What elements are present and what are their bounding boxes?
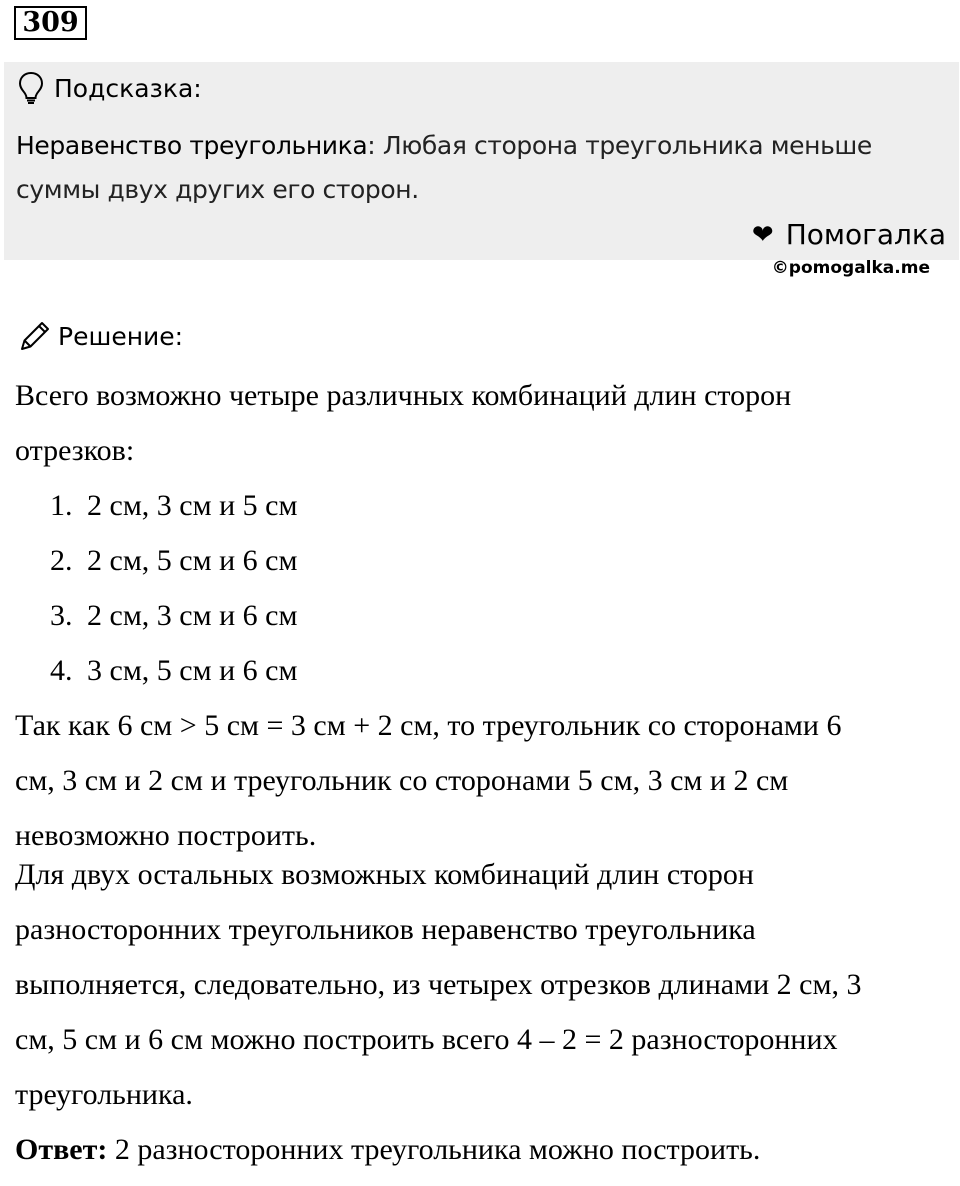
answer bbox=[15, 1122, 945, 1177]
solution-header bbox=[18, 318, 183, 354]
task-number: 309 bbox=[14, 6, 87, 40]
para1-line-3: невозможно построить. bbox=[15, 819, 317, 852]
pencil-icon bbox=[18, 319, 52, 353]
brand-name: Помогалка bbox=[785, 218, 946, 251]
hint-text bbox=[16, 124, 936, 212]
hint-title: Подсказка: bbox=[54, 73, 202, 103]
para2-line-5: треугольника. bbox=[15, 1078, 193, 1111]
brand bbox=[752, 218, 946, 251]
heart-icon: ❤ bbox=[751, 219, 774, 250]
para2-line-4: см, 5 см и 6 см можно построить всего 4 – 2 = 2 разносторонних bbox=[15, 1023, 838, 1056]
para2-line-3: выполняется, следовательно, из четырех отрезков длинами 2 см, 3 bbox=[15, 968, 862, 1001]
hint-separator: : bbox=[367, 131, 376, 160]
para1-line-1: Так как 6 см > 5 см = 3 см + 2 см, то треугольник со сторонами 6 bbox=[15, 709, 842, 742]
answer-text: 2 разносторонних треугольника можно построить. bbox=[107, 1133, 761, 1166]
para1-line-2: см, 3 см и 2 см и треугольник со сторонами 5 см, 3 см и 2 см bbox=[15, 764, 789, 797]
para2-line-2: разносторонних треугольников неравенство треугольника bbox=[15, 913, 756, 946]
intro-line-2: отрезков: bbox=[15, 434, 135, 467]
para2-line-1: Для двух остальных возможных комбинаций длин сторон bbox=[15, 858, 754, 891]
hint-header bbox=[18, 70, 202, 106]
intro-line-1: Всего возможно четыре различных комбинаций длин сторон bbox=[15, 379, 792, 412]
hint-term: Неравенство треугольника bbox=[16, 131, 368, 160]
answer-label: Ответ: bbox=[15, 1133, 108, 1166]
copyright: ©pomogalka.me bbox=[771, 258, 930, 278]
hint-definition: Любая сторона треугольника меньше суммы двух других его сторон. bbox=[16, 131, 872, 204]
lightbulb-icon bbox=[18, 71, 44, 105]
solution-title: Решение: bbox=[58, 321, 184, 351]
